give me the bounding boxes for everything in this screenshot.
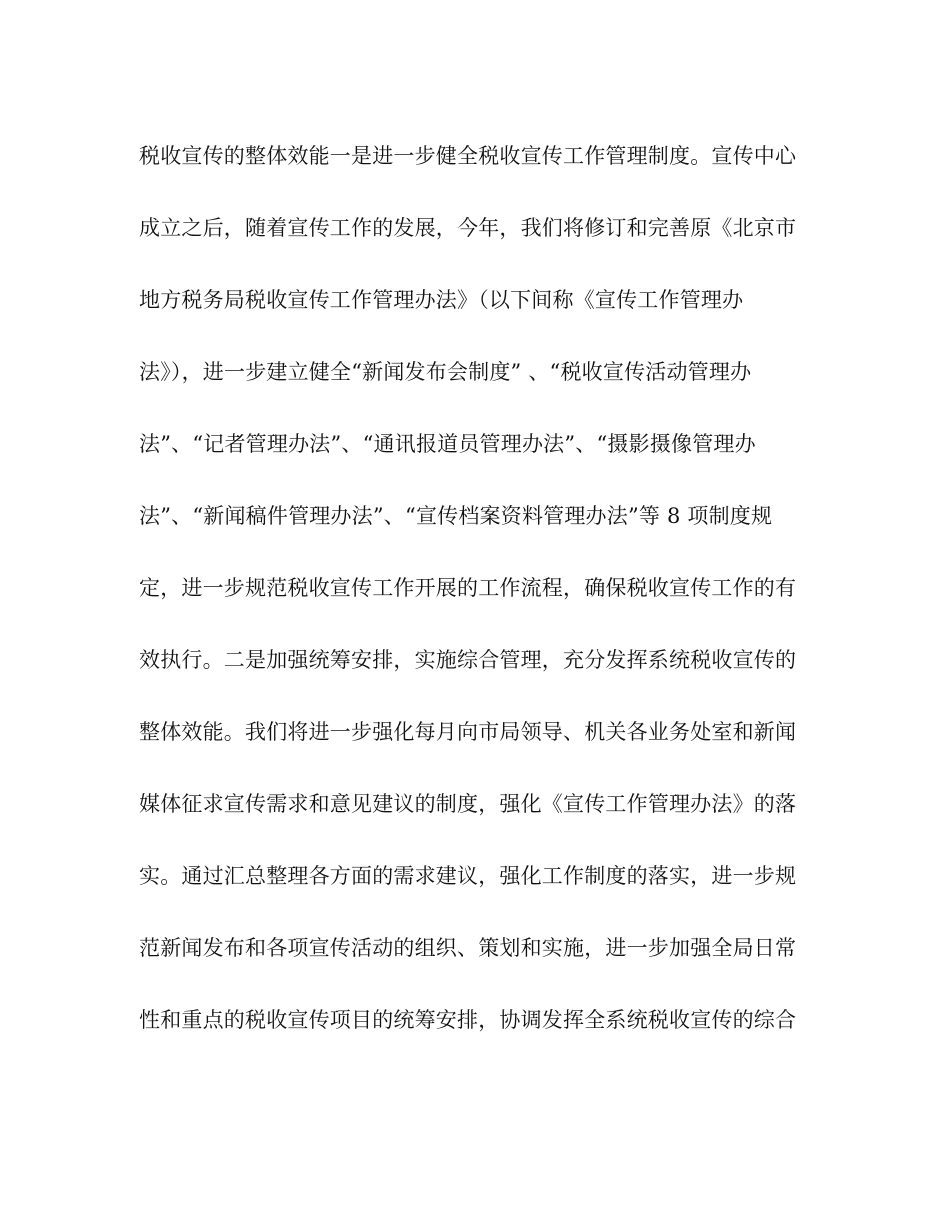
text-line-12: 范新闻发布和各项宣传活动的组织、策划和实施，进一步加强全局日常 [139,936,797,960]
text-line-3: 地方税务局税收宣传工作管理办法》（以下间称《宣传工作管理办 [139,288,744,312]
text-line-9: 整体效能。我们将进一步强化每月向市局领导、机关各业务处室和新闻 [139,720,797,744]
text-line-13: 性和重点的税收宣传项目的统筹安排，协调发挥全系统税收宣传的综合 [139,1008,797,1032]
text-line-2: 成立之后，随着宣传工作的发展，今年，我们将修订和完善原《北京市 [139,216,797,240]
text-line-10: 媒体征求宣传需求和意见建议的制度，强化《宣传工作管理办法》的落 [139,792,797,816]
text-line-6: 法”、“新闻稿件管理办法”、“宣传档案资料管理办法”等 8 项制度规 [139,504,773,528]
text-line-11: 实。通过汇总整理各方面的需求建议，强化工作制度的落实，进一步规 [139,864,797,888]
text-line-7: 定，进一步规范税收宣传工作开展的工作流程，确保税收宣传工作的有 [139,576,797,600]
text-line-1: 税收宣传的整体效能一是进一步健全税收宣传工作管理制度。宣传中心 [139,144,797,168]
text-line-8: 效执行。二是加强统筹安排，实施综合管理，充分发挥系统税收宣传的 [139,648,797,672]
text-line-5: 法”、“记者管理办法”、“通讯报道员管理办法”、“摄影摄像管理办 [139,432,756,456]
text-line-4: 法》），进一步建立健全“新闻发布会制度” 、“税收宣传活动管理办 [139,360,752,384]
body-text [139,138,839,1074]
